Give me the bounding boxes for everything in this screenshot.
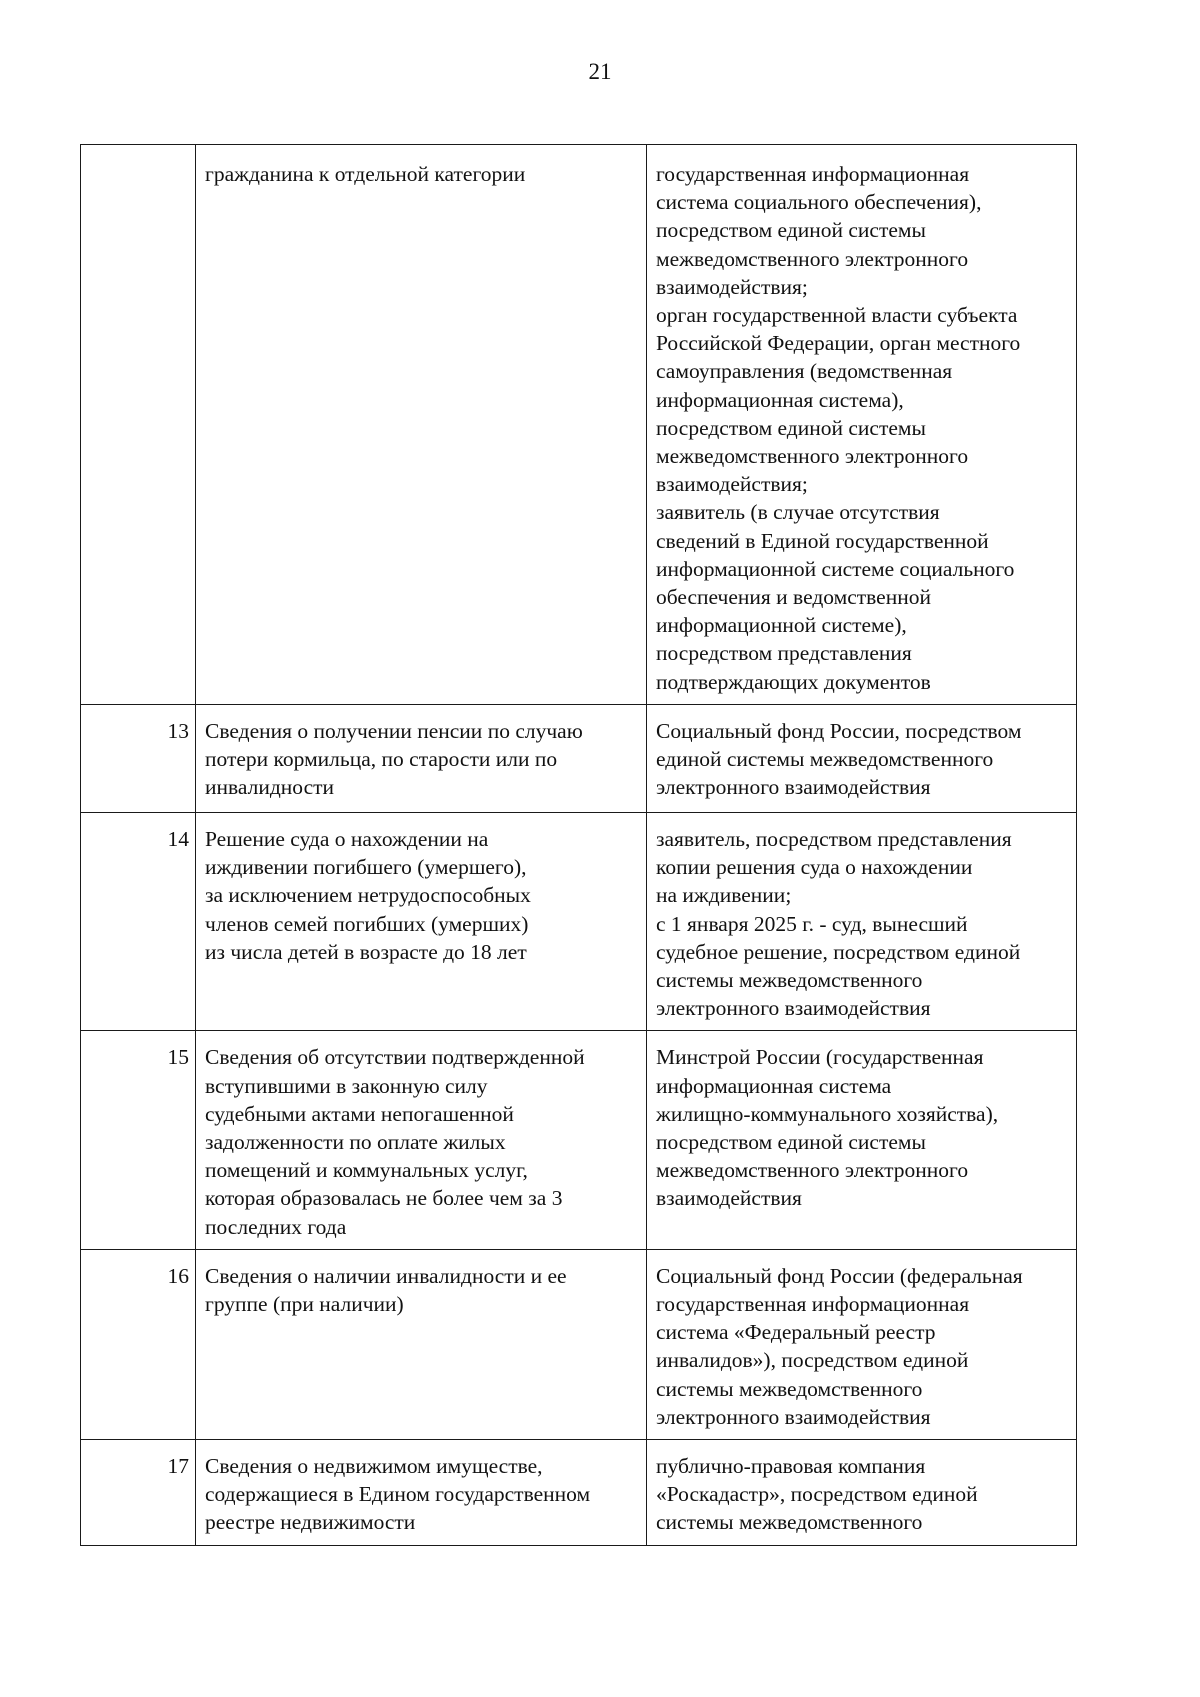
text-line: Социальный фонд России (федеральная	[656, 1263, 1023, 1288]
row-number: 17	[81, 1440, 196, 1546]
row-number: 15	[81, 1031, 196, 1249]
info-cell	[196, 1440, 647, 1546]
text-line: за исключением нетрудоспособных	[205, 883, 531, 908]
row-number: 14	[81, 813, 196, 1031]
source-cell	[647, 1440, 1077, 1546]
text-line: копии решения суда о нахождении	[656, 855, 973, 880]
text-line: Социальный фонд России, посредством	[656, 719, 1022, 743]
text-line: Минстрой России (государственная	[656, 1045, 984, 1070]
source-cell	[647, 1031, 1077, 1249]
source-cell	[647, 1249, 1077, 1439]
text-line: государственная информационная	[656, 162, 970, 186]
text-line: «Роскадастр», посредством единой	[656, 1482, 978, 1507]
text-line: членов семей погибших (умерших)	[205, 911, 529, 936]
text-line: заявитель, посредством представления	[656, 827, 1012, 851]
text-line: судебное решение, посредством единой	[656, 939, 1021, 964]
info-cell	[196, 705, 647, 813]
text-line: взаимодействия;	[656, 472, 808, 497]
source-cell	[647, 145, 1077, 705]
text-line: последних года	[205, 1214, 347, 1239]
text-line: Сведения о недвижимом имуществе,	[205, 1454, 543, 1479]
text-line: посредством единой системы	[656, 1130, 926, 1155]
info-cell	[196, 1249, 647, 1439]
text-line: системы межведомственного	[656, 1510, 923, 1535]
text-line: информационной системе),	[656, 613, 907, 638]
text-line: на иждивении;	[656, 883, 792, 908]
text-line: подтверждающих документов	[656, 669, 931, 694]
text-line: содержащиеся в Едином государственном	[205, 1482, 591, 1507]
text-line: заявитель (в случае отсутствия	[656, 500, 940, 525]
text-line: взаимодействия	[656, 1186, 802, 1211]
text-line: посредством единой системы	[656, 415, 926, 440]
text-line: из числа детей в возрасте до 18 лет	[205, 939, 527, 964]
text-line: системы межведомственного	[656, 968, 923, 993]
text-line: электронного взаимодействия	[656, 1404, 931, 1429]
source-cell	[647, 705, 1077, 813]
text-line: вступившими в законную силу	[205, 1073, 488, 1098]
info-cell	[196, 1031, 647, 1249]
text-line: информационная система	[656, 1073, 892, 1098]
text-line: система социального обеспечения),	[656, 190, 982, 215]
source-cell	[647, 813, 1077, 1031]
text-line: реестре недвижимости	[205, 1510, 416, 1535]
text-line: информационная система),	[656, 387, 904, 412]
info-cell	[196, 813, 647, 1031]
row-number	[81, 145, 196, 705]
text-line: электронного взаимодействия	[656, 996, 931, 1021]
page-number: 21	[588, 59, 612, 84]
document-table	[80, 144, 1077, 1546]
text-line: орган государственной власти субъекта	[656, 303, 1018, 328]
info-cell	[196, 145, 647, 705]
text-line: иждивении погибшего (умершего),	[205, 855, 527, 880]
row-number: 13	[81, 705, 196, 813]
text-line: инвалидов»), посредством единой	[656, 1348, 969, 1373]
text-line: взаимодействия;	[656, 274, 808, 299]
text-line: электронного взаимодействия	[656, 775, 931, 800]
text-line: системы межведомственного	[656, 1376, 923, 1401]
text-line: задолженности по оплате жилых	[205, 1130, 506, 1155]
text-line: межведомственного электронного	[656, 246, 969, 271]
text-line: с 1 января 2025 г. - суд, вынесший	[656, 911, 968, 936]
text-line: жилищно-коммунального хозяйства),	[656, 1101, 999, 1126]
text-line: самоуправления (ведомственная	[656, 359, 953, 384]
text-line: потери кормильца, по старости или по	[205, 747, 558, 772]
table-row	[81, 705, 1077, 813]
table-row	[81, 145, 1077, 705]
text-line: судебными актами непогашенной	[205, 1101, 514, 1126]
text-line: обеспечения и ведомственной	[656, 585, 931, 610]
text-line: Сведения о получении пенсии по случаю	[205, 719, 583, 743]
text-line: гражданина к отдельной категории	[205, 162, 526, 186]
text-line: посредством единой системы	[656, 218, 926, 243]
text-line: инвалидности	[205, 775, 335, 800]
text-line: публично-правовая компания	[656, 1454, 926, 1479]
table-row	[81, 1440, 1077, 1546]
text-line: посредством представления	[656, 641, 912, 666]
text-line: межведомственного электронного	[656, 444, 969, 469]
text-line: единой системы межведомственного	[656, 747, 994, 772]
table-row	[81, 1031, 1077, 1249]
text-line: Российской Федерации, орган местного	[656, 331, 1021, 356]
text-line: группе (при наличии)	[205, 1292, 404, 1317]
text-line: межведомственного электронного	[656, 1158, 969, 1183]
text-line: информационной системе социального	[656, 556, 1015, 581]
text-line: Решение суда о нахождении на	[205, 827, 489, 851]
text-line: система «Федеральный реестр	[656, 1320, 936, 1345]
text-line: сведений в Единой государственной	[656, 528, 989, 553]
text-line: Сведения об отсутствии подтвержденной	[205, 1045, 585, 1070]
text-line: Сведения о наличии инвалидности и ее	[205, 1263, 567, 1288]
table-row	[81, 813, 1077, 1031]
table-row	[81, 1249, 1077, 1439]
row-number: 16	[81, 1249, 196, 1439]
text-line: помещений и коммунальных услуг,	[205, 1158, 528, 1183]
text-line: которая образовалась не более чем за 3	[205, 1186, 563, 1211]
text-line: государственная информационная	[656, 1292, 970, 1317]
